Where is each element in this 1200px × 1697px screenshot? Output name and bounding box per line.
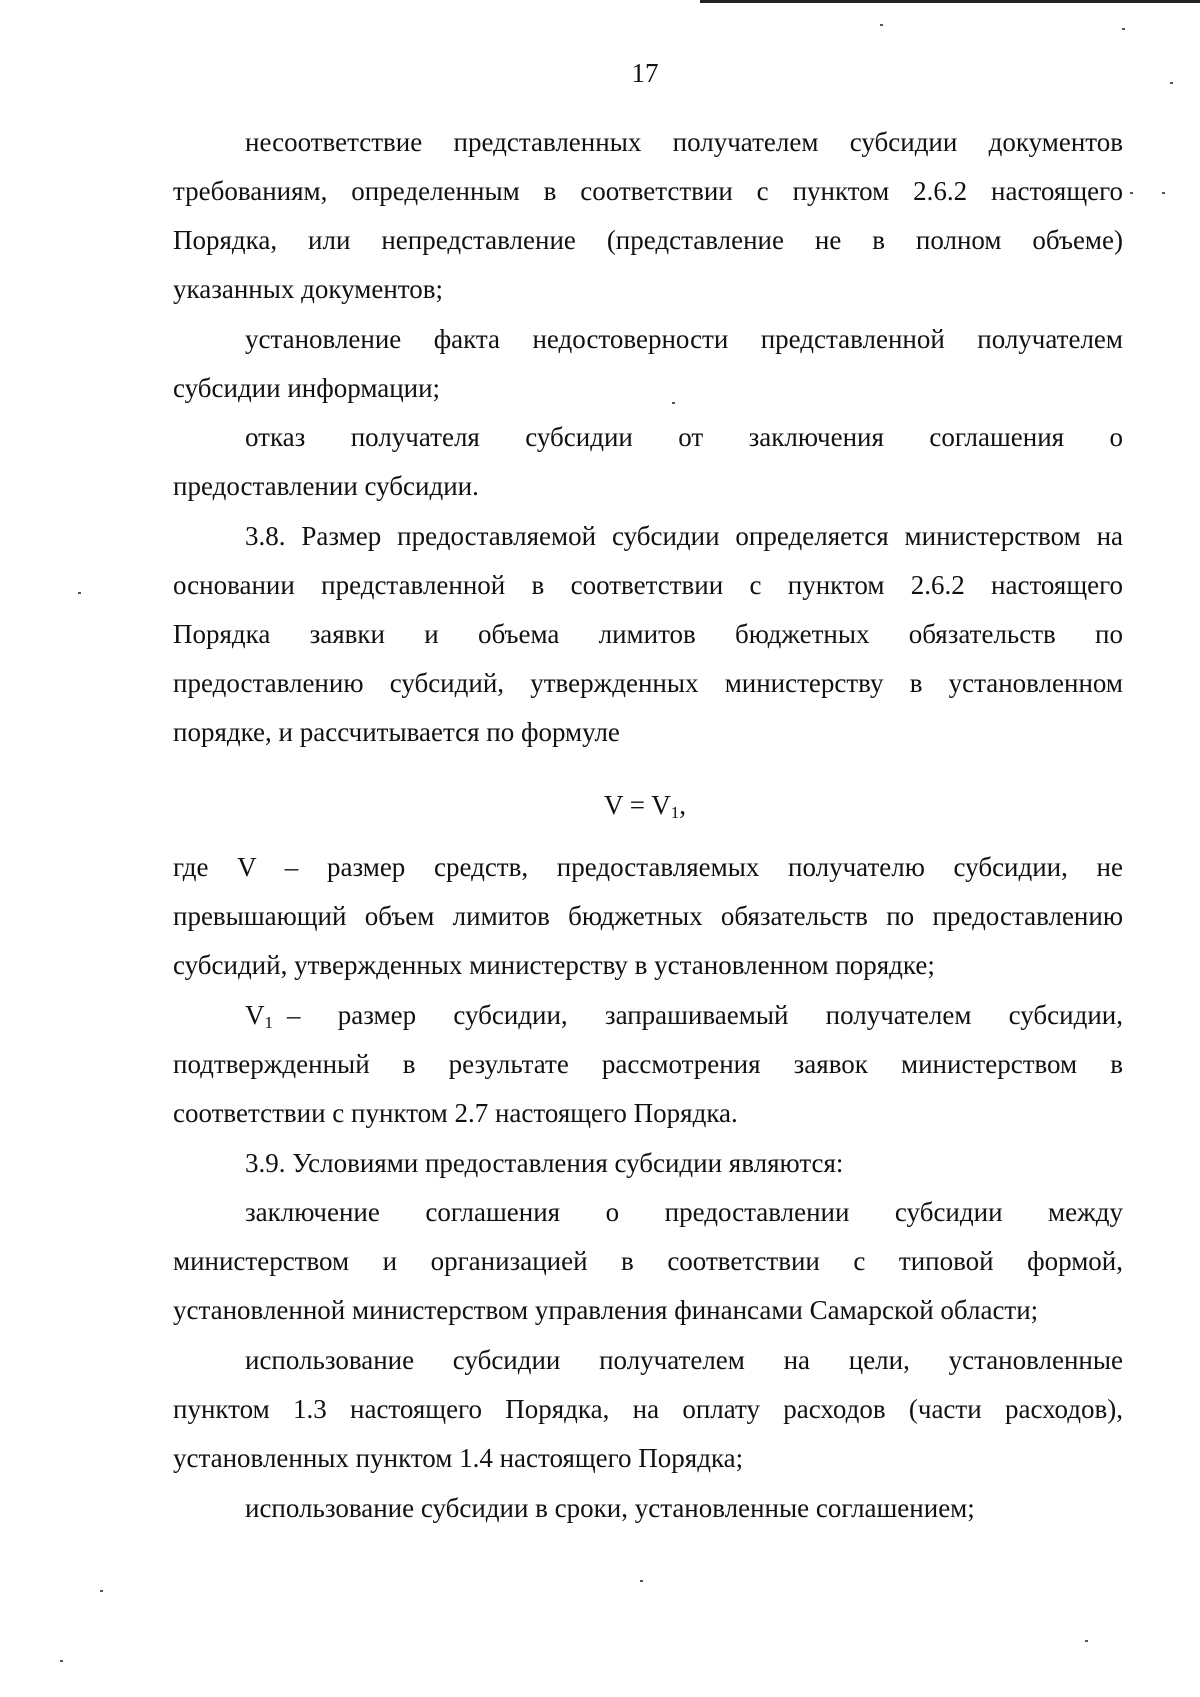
text-line: установление факта недостоверности представленной получателем xyxy=(245,324,1123,354)
text-line: требованиям, определенным в соответствии с пунктом 2.6.2 настоящего xyxy=(173,176,1123,206)
page-number: 17 xyxy=(631,58,659,88)
text-line: субсидий, утвержденных министерству в установленном порядке; xyxy=(173,950,935,980)
formula-lhs: V xyxy=(603,790,623,820)
formula-rhs: V xyxy=(651,790,671,820)
text-line: субсидии информации; xyxy=(173,373,441,403)
text-line: основании представленной в соответствии с пунктом 2.6.2 настоящего xyxy=(173,570,1123,600)
text-line: несоответствие представленных получателем субсидии документов xyxy=(245,127,1123,157)
v1-definition-line xyxy=(245,999,1123,1039)
top-rule xyxy=(700,0,1200,3)
scan-speck xyxy=(640,1580,643,1582)
scan-speck xyxy=(1162,192,1165,194)
text-line: предоставлению субсидий, утвержденных министерству в установленном xyxy=(173,668,1123,698)
text-line: указанных документов; xyxy=(173,274,443,304)
scan-speck xyxy=(1170,82,1173,84)
scan-speck xyxy=(1130,192,1133,194)
formula-equals: = xyxy=(629,790,645,820)
text-line: порядке, и рассчитывается по формуле xyxy=(173,717,620,747)
text-line: пунктом 1.3 настоящего Порядка, на оплату расходов (части расходов), xyxy=(173,1394,1123,1424)
text-line: превышающий объем лимитов бюджетных обязательств по предоставлению xyxy=(173,901,1123,931)
scan-speck xyxy=(1122,28,1125,30)
text-line: где V – размер средств, предоставляемых получателю субсидии, не xyxy=(173,852,1123,882)
scan-speck xyxy=(672,402,675,404)
scan-speck xyxy=(100,1590,103,1592)
text-line: отказ получателя субсидии от заключения соглашения о xyxy=(245,422,1123,452)
scan-speck xyxy=(880,24,883,26)
text-line: предоставлении субсидии. xyxy=(173,471,479,501)
text-line: установленных пунктом 1.4 настоящего Порядка; xyxy=(173,1443,744,1473)
text-line: установленной министерством управления финансами Самарской области; xyxy=(173,1295,1039,1325)
formula-trail: , xyxy=(679,790,686,820)
text-line: Порядка, или непредставление (представление не в полном объеме) xyxy=(173,225,1123,255)
text-line: подтвержденный в результате рассмотрения заявок министерством в xyxy=(173,1049,1123,1079)
formula xyxy=(0,790,1200,823)
text-line: использование субсидии получателем на цели, установленные xyxy=(245,1345,1123,1375)
scan-speck xyxy=(1085,1640,1088,1642)
text-line: соответствии с пунктом 2.7 настоящего Порядка. xyxy=(173,1098,738,1128)
text-line: министерством и организацией в соответствии с типовой формой, xyxy=(173,1246,1123,1276)
v1-symbol: $V_1$ xyxy=(245,1000,273,1032)
scan-speck xyxy=(78,592,81,594)
text-line: – размер субсидии, запрашиваемый получателем субсидии, xyxy=(287,1000,1123,1030)
text-line: использование субсидии в сроки, установленные соглашением; xyxy=(245,1493,975,1523)
text-line: заключение соглашения о предоставлении субсидии между xyxy=(245,1197,1123,1227)
formula-rhs-subscript: 1 xyxy=(670,803,680,822)
text-line: 3.9. Условиями предоставления субсидии являются: xyxy=(245,1148,844,1178)
scan-speck xyxy=(60,1660,63,1662)
text-line: 3.8. Размер предоставляемой субсидии определяется министерством на xyxy=(245,521,1123,551)
text-line: Порядка заявки и объема лимитов бюджетных обязательств по xyxy=(173,619,1123,649)
